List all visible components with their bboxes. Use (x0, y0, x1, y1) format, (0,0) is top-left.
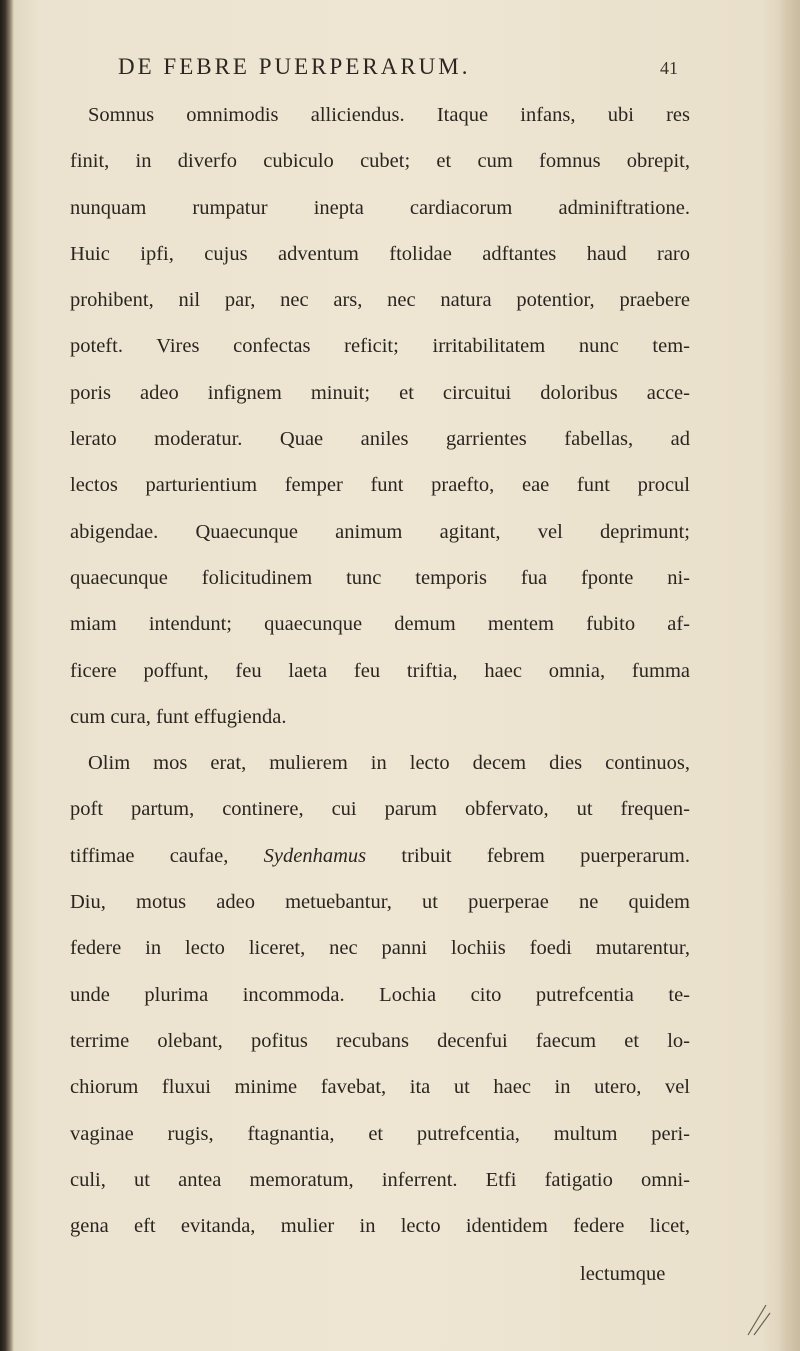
page-header (118, 54, 678, 94)
text-line: abigendae. Quaecunque animum agitant, vel deprimunt; (70, 520, 690, 543)
text-line: poteft. Vires confectas reficit; irritabilitatem nunc tem- (70, 335, 690, 358)
catchword: lectumque (580, 1263, 666, 1285)
text-line: poris adeo infignem minuit; et circuitui doloribus acce- (70, 381, 690, 404)
text-line: gena eft evitanda, mulier in lecto identidem federe licet, (70, 1215, 690, 1238)
text-line-with-italic (70, 833, 690, 879)
text-line: cum cura, funt effugienda. (70, 705, 287, 728)
text-line: Huic ipfi, cujus adventum ftolidae adftantes haud raro (70, 242, 690, 265)
text-line: terrime olebant, pofitus recubans decenfui faecum et lo- (70, 1029, 690, 1052)
text-line: quaecunque folicitudinem tunc temporis fua fponte ni- (70, 566, 690, 589)
page-number: 41 (660, 58, 678, 78)
running-title: DE FEBRE PUERPERARUM. (118, 54, 471, 79)
text-line: miam intendunt; quaecunque demum mentem fubito af- (70, 613, 690, 636)
text-line: Diu, motus adeo metuebantur, ut puerperae ne quidem (70, 891, 690, 914)
text-line: chiorum fluxui minime favebat, ita ut haec in utero, vel (70, 1076, 690, 1099)
text-line: federe in lecto liceret, nec panni lochiis foedi mutarentur, (70, 937, 690, 960)
italic-name: Sydenhamus (263, 844, 367, 867)
text-line: vaginae rugis, ftagnantia, et putrefcentia, multum peri- (70, 1122, 690, 1145)
text-line: Somnus omnimodis alliciendus. Itaque infans, ubi res (88, 104, 690, 126)
text-line: Olim mos erat, mulierem in lecto decem dies continuos, (88, 752, 690, 775)
text-line: finit, in diverfo cubiculo cubet; et cum fomnus obrepit, (70, 150, 690, 173)
body-text (70, 92, 690, 1249)
text-line: nunquam rumpatur inepta cardiacorum adminiftratione. (70, 196, 690, 219)
pencil-mark-icon (744, 1299, 772, 1339)
text-line: unde plurima incommoda. Lochia cito putrefcentia te- (70, 983, 690, 1006)
page-edge (778, 0, 800, 1351)
text-line: ficere poffunt, feu laeta feu triftia, haec omnia, fumma (70, 659, 690, 682)
text-span: tribuit febrem puerperarum. (366, 844, 690, 867)
text-line: poft partum, continere, cui parum obfervato, ut frequen- (70, 798, 690, 821)
binding-shadow (0, 0, 14, 1351)
text-span: tiffimae caufae, (70, 844, 264, 867)
text-line: prohibent, nil par, nec ars, nec natura potentior, praebere (70, 289, 690, 312)
text-line: lerato moderatur. Quae aniles garrientes fabellas, ad (70, 428, 690, 451)
text-line: lectos parturientium femper funt praefto, eae funt procul (70, 474, 690, 497)
text-line: culi, ut antea memoratum, inferrent. Etfi fatigatio omni- (70, 1168, 690, 1191)
